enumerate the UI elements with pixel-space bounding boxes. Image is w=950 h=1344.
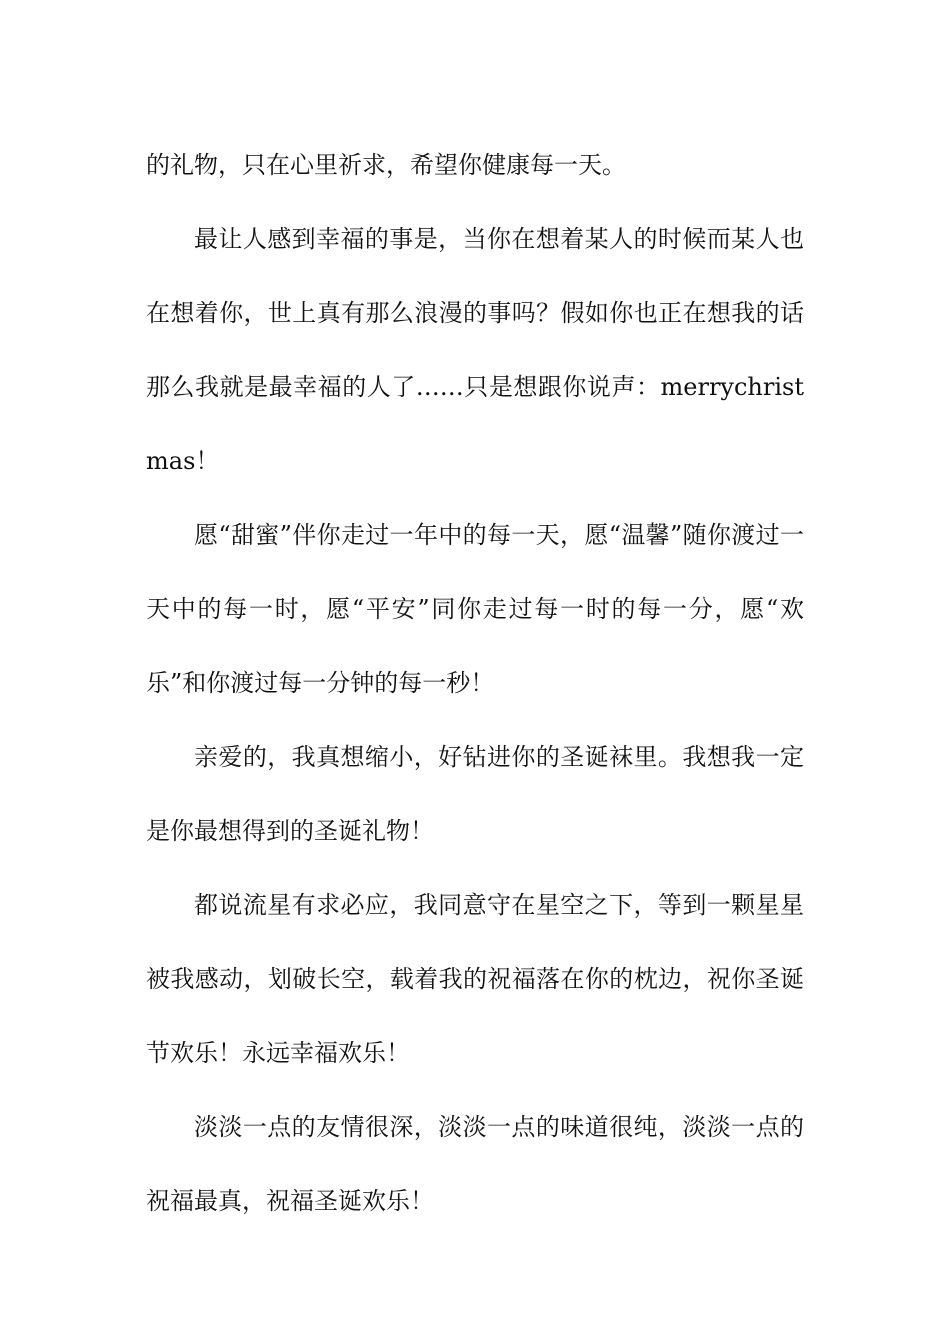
paragraph-5: 都说流星有求必应，我同意守在星空之下，等到一颗星星被我感动，划破长空，载着我的祝福落在你的枕边，祝你圣诞节欢乐！永远幸福欢乐！ [146, 891, 804, 1067]
paragraph-1: 的礼物，只在心里祈求，希望你健康每一天。 [146, 151, 626, 179]
paragraph-2: 最让人感到幸福的事是，当你在想着某人的时候而某人也在想着你，世上真有那么浪漫的事吗？假如你也正在想我的话那么我就是最幸福的人了……只是想跟你说声：merrychristmas！ [146, 225, 804, 475]
paragraph-3: 愿“甜蜜”伴你走过一年中的每一天，愿“温馨”随你渡过一天中的每一时，愿“平安”同你走过每一时的每一分，愿“欢乐”和你渡过每一分钟的每一秒！ [146, 521, 804, 697]
document-body [146, 128, 804, 1238]
paragraph-6: 淡淡一点的友情很深，淡淡一点的味道很纯，淡淡一点的祝福最真，祝福圣诞欢乐！ [146, 1113, 804, 1215]
paragraph-4: 亲爱的，我真想缩小，好钻进你的圣诞袜里。我想我一定是你最想得到的圣诞礼物！ [146, 743, 804, 845]
